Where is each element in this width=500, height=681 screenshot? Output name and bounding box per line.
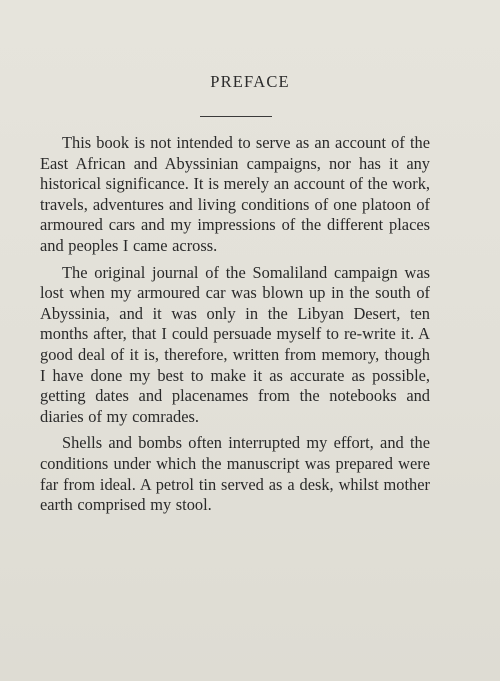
title-divider [200, 116, 272, 117]
paragraph-1: This book is not intended to serve as an account of the East African and Abyssinian campaigns, nor has it any historical significance. It is merely an account of the work, travels, adventures and living conditions of one platoon of armoured cars and my impressions of the different places and peoples I came across. [40, 133, 431, 255]
page-title: PREFACE [210, 72, 290, 91]
paragraph-3: Shells and bombs often interrupted my effort, and the conditions under which the manuscript was prepared were far from ideal. A petrol tin served as a desk, whilst mother earth comprised my stool. [40, 433, 430, 515]
body-text [40, 133, 430, 522]
paragraph-2: The original journal of the Somaliland campaign was lost when my armoured car was blown up in the south of Abyssinia, and it was only in the Libyan Desert, ten months after, that I could persuade myself to re-write it. A good deal of it is, therefore, written from memory, though I have done my best to make it as accurate as possible, getting dates and placenames from the notebooks and diaries of my comrades. [40, 262, 430, 426]
